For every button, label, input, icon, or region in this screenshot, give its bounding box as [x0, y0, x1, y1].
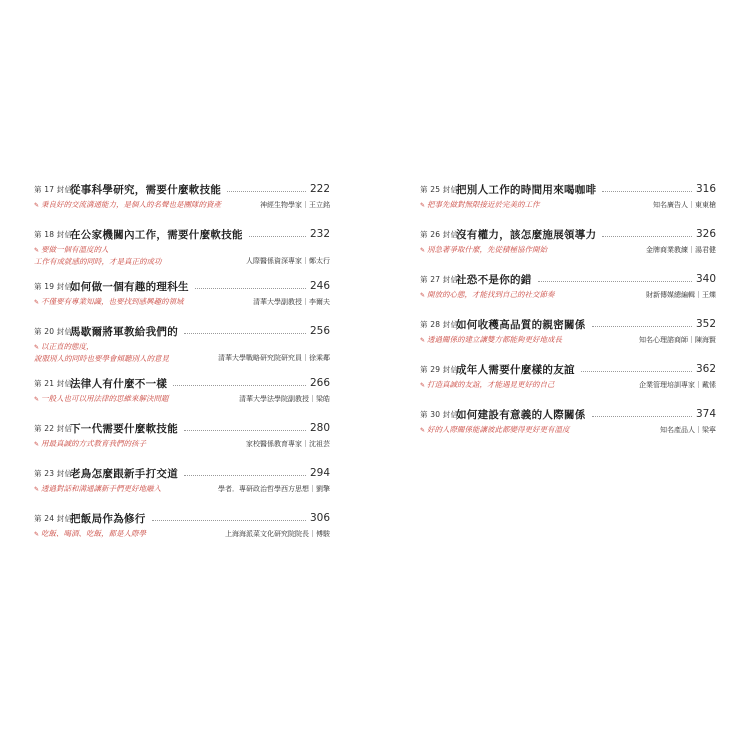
author-credit: 財新傳媒總編輯｜王爍	[646, 291, 716, 299]
pen-mark-icon: ✎	[420, 337, 426, 344]
page-number[interactable]: 352	[695, 318, 716, 330]
toc-body-row	[420, 334, 716, 346]
note-text: 工作有成就感的同時，才是真正的成功	[34, 257, 162, 266]
letter-number: 第 22 封信	[34, 423, 73, 433]
chapter-title[interactable]: 如何建設有意義的人際關係	[456, 408, 586, 421]
letter-number: 第 29 封信	[420, 364, 459, 374]
page-number[interactable]: 326	[695, 228, 716, 240]
author-credit: 清華大學副教授｜李爾夫	[253, 298, 330, 306]
note-line	[420, 289, 640, 301]
page-number[interactable]: 362	[695, 363, 716, 375]
note-line	[420, 379, 633, 391]
note-text: 把事先做對無限接近於完美的工作	[427, 200, 540, 209]
dot-leader	[592, 326, 692, 327]
dot-leader	[173, 385, 306, 386]
note-line	[34, 393, 233, 405]
author-credit: 人際醫係資深專家｜鄭太行	[246, 257, 330, 265]
note-text: 透過對話和溝通讓新手們更好地融入	[41, 484, 162, 493]
toc-body-row	[420, 379, 716, 391]
dot-leader	[184, 475, 306, 476]
note-line	[34, 256, 240, 267]
toc-title-row	[420, 406, 716, 422]
chapter-title[interactable]: 把別人工作的時間用來喝咖啡	[456, 183, 597, 196]
toc-title-row	[420, 271, 716, 287]
toc-title-row	[34, 181, 330, 197]
toc-body-row	[420, 244, 716, 256]
chapter-title[interactable]: 下一代需要什麼軟技能	[70, 422, 178, 435]
toc-body-row	[34, 393, 330, 405]
toc-body-row	[34, 341, 330, 364]
note-line	[34, 528, 219, 540]
toc-title-row	[420, 226, 716, 242]
note-text: 說服別人的同時也要學會傾聽別人的意見	[34, 354, 169, 363]
toc-body-row	[34, 528, 330, 540]
page-number[interactable]: 374	[695, 408, 716, 420]
note-line	[34, 353, 212, 364]
handwritten-note	[34, 438, 240, 450]
handwritten-note	[34, 528, 219, 540]
author-credit: 家校醫係教育專家｜沈祖芸	[246, 440, 330, 448]
chapter-title[interactable]: 如何收穫高品質的親密關係	[456, 318, 586, 331]
pen-mark-icon: ✎	[34, 299, 40, 306]
pen-mark-icon: ✎	[420, 382, 426, 389]
dot-leader	[227, 191, 306, 192]
chapter-title[interactable]: 沒有權力，該怎麼施展領導力	[456, 228, 597, 241]
pen-mark-icon: ✎	[420, 292, 426, 299]
page-number[interactable]: 232	[309, 228, 330, 240]
author-credit: 知名產品人｜梁寧	[660, 426, 716, 434]
page-number[interactable]: 266	[309, 377, 330, 389]
pen-mark-icon: ✎	[34, 486, 40, 493]
page-number[interactable]: 246	[309, 280, 330, 292]
toc-body-row	[34, 244, 330, 267]
pen-mark-icon: ✎	[34, 441, 40, 448]
toc-entry[interactable]	[420, 316, 716, 346]
author-credit: 上海海派菜文化研究院院長｜傅駿	[225, 530, 330, 538]
handwritten-note	[420, 379, 633, 391]
handwritten-note	[34, 199, 254, 211]
toc-entry[interactable]	[34, 510, 330, 540]
note-text: 要做一個有溫度的人	[41, 245, 109, 254]
handwritten-note	[420, 334, 633, 346]
toc-body-row	[420, 289, 716, 301]
note-line	[34, 483, 212, 495]
note-line	[420, 199, 640, 211]
toc-entry[interactable]	[420, 361, 716, 391]
dot-leader	[184, 333, 306, 334]
page-number[interactable]: 316	[695, 183, 716, 195]
handwritten-note	[420, 424, 654, 436]
note-line	[34, 341, 212, 353]
toc-entry[interactable]	[34, 278, 330, 308]
author-credit: 學者．專研政治哲學西方思想｜劉擎	[218, 485, 330, 493]
chapter-title[interactable]: 成年人需要什麼樣的友誼	[456, 363, 575, 376]
toc-title-row	[420, 181, 716, 197]
page-number[interactable]: 256	[309, 325, 330, 337]
note-line	[34, 244, 240, 256]
pen-mark-icon: ✎	[34, 531, 40, 538]
toc-entry[interactable]	[420, 271, 716, 301]
note-text: 以正直的態度，	[41, 342, 94, 351]
toc-body-row	[34, 199, 330, 211]
toc-title-row	[34, 510, 330, 526]
handwritten-note	[34, 341, 212, 364]
author-credit: 知名廣告人｜東東槍	[653, 201, 716, 209]
toc-body-row	[420, 424, 716, 436]
pen-mark-icon: ✎	[420, 202, 426, 209]
pen-mark-icon: ✎	[420, 427, 426, 434]
dot-leader	[152, 520, 306, 521]
letter-number: 第 26 封信	[420, 229, 459, 239]
page-number[interactable]: 306	[309, 512, 330, 524]
note-line	[420, 424, 640, 436]
toc-entry[interactable]	[34, 226, 330, 267]
letter-number: 第 23 封信	[34, 468, 73, 478]
toc-entry[interactable]	[34, 323, 330, 364]
dot-leader	[538, 281, 692, 282]
toc-title-row	[34, 420, 330, 436]
dot-leader	[195, 288, 306, 289]
page-number[interactable]: 222	[309, 183, 330, 195]
dot-leader	[249, 236, 306, 237]
letter-number: 第 30 封信	[420, 409, 459, 419]
handwritten-note	[34, 296, 247, 308]
page-number[interactable]: 280	[309, 422, 330, 434]
dot-leader	[581, 371, 692, 372]
toc-body-row	[34, 438, 330, 450]
toc-title-row	[34, 278, 330, 294]
letter-number: 第 24 封信	[34, 513, 73, 523]
letter-number: 第 25 封信	[420, 184, 459, 194]
author-credit: 企業管理培訓專家｜戴愫	[639, 381, 716, 389]
pen-mark-icon: ✎	[34, 247, 40, 254]
author-credit: 金牌商業教練｜湯君健	[646, 246, 716, 254]
toc-entry[interactable]	[420, 181, 716, 211]
toc-entry[interactable]	[34, 465, 330, 495]
letter-number: 第 19 封信	[34, 281, 73, 291]
dot-leader	[602, 236, 692, 237]
chapter-title[interactable]: 老鳥怎麼跟新手打交道	[70, 467, 178, 480]
page-number[interactable]: 340	[695, 273, 716, 285]
note-text: 用最真誠的方式教育我們的孩子	[41, 439, 147, 448]
author-credit: 清華大學法學院副教授｜梁皓	[239, 395, 330, 403]
pen-mark-icon: ✎	[34, 396, 40, 403]
dot-leader	[184, 430, 306, 431]
handwritten-note	[420, 199, 647, 211]
handwritten-note	[420, 289, 640, 301]
letter-number: 第 27 封信	[420, 274, 459, 284]
letter-number: 第 28 封信	[420, 319, 459, 329]
chapter-title[interactable]: 社恐不是你的錯	[456, 273, 532, 286]
toc-title-row	[34, 226, 330, 242]
toc-entry[interactable]	[34, 181, 330, 211]
toc-entry[interactable]	[34, 375, 330, 405]
handwritten-note	[34, 393, 233, 405]
toc-title-row	[34, 465, 330, 481]
note-text: 秉良好的交流溝通能力，是個人的名聲也是團隊的資產	[41, 200, 222, 209]
author-credit: 清華大學戰略研究院研究員｜徐乘鄰	[218, 354, 330, 362]
dot-leader	[592, 416, 692, 417]
note-text: 開放的心態，才能找到自己的社交節奏	[427, 290, 555, 299]
toc-title-row	[420, 316, 716, 332]
chapter-title[interactable]: 法律人有什麼不一樣	[70, 377, 168, 390]
chapter-title[interactable]: 馬歇爾將軍教給我們的	[70, 325, 178, 338]
toc-entry[interactable]	[34, 420, 330, 450]
handwritten-note	[34, 244, 240, 267]
pen-mark-icon: ✎	[420, 247, 426, 254]
note-line	[420, 334, 633, 346]
note-line	[34, 296, 247, 308]
page-number[interactable]: 294	[309, 467, 330, 479]
note-line	[420, 244, 640, 256]
dot-leader	[602, 191, 692, 192]
letter-number: 第 20 封信	[34, 326, 73, 336]
toc-body-row	[34, 483, 330, 495]
handwritten-note	[420, 244, 640, 256]
author-credit: 神經生物學家｜王立銘	[260, 201, 330, 209]
note-text: 透過關係的建立讓雙方都能夠更好地成長	[427, 335, 563, 344]
handwritten-note	[34, 483, 212, 495]
letter-number: 第 17 封信	[34, 184, 73, 194]
note-text: 一般人也可以用法律的思維來解決問題	[41, 394, 169, 403]
toc-body-row	[34, 296, 330, 308]
note-text: 好的人際關係能讓彼此都變得更好更有溫度	[427, 425, 570, 434]
note-text: 不僅要有專業知識，也要找到感興趣的領域	[41, 297, 184, 306]
note-text: 吃飯、喝酒、吃飯，都是人際學	[41, 529, 147, 538]
toc-entry[interactable]	[420, 226, 716, 256]
letter-number: 第 18 封信	[34, 229, 73, 239]
toc-title-row	[34, 323, 330, 339]
chapter-title[interactable]: 把飯局作為修行	[70, 512, 146, 525]
letter-number: 第 21 封信	[34, 378, 73, 388]
author-credit: 知名心理諮商師｜陳海賢	[639, 336, 716, 344]
note-text: 別急著爭取什麼，先從積極協作開始	[427, 245, 548, 254]
chapter-title[interactable]: 在公家機關內工作，需要什麼軟技能	[70, 228, 243, 241]
chapter-title[interactable]: 如何做一個有趣的理科生	[70, 280, 189, 293]
toc-title-row	[34, 375, 330, 391]
pen-mark-icon: ✎	[34, 202, 40, 209]
toc-title-row	[420, 361, 716, 377]
toc-body-row	[420, 199, 716, 211]
toc-entry[interactable]	[420, 406, 716, 436]
chapter-title[interactable]: 從事科學研究，需要什麼軟技能	[70, 183, 222, 196]
note-text: 打造真誠的友誼，才能遇見更好的自己	[427, 380, 555, 389]
pen-mark-icon: ✎	[34, 344, 40, 351]
note-line	[34, 438, 240, 450]
note-line	[34, 199, 254, 211]
